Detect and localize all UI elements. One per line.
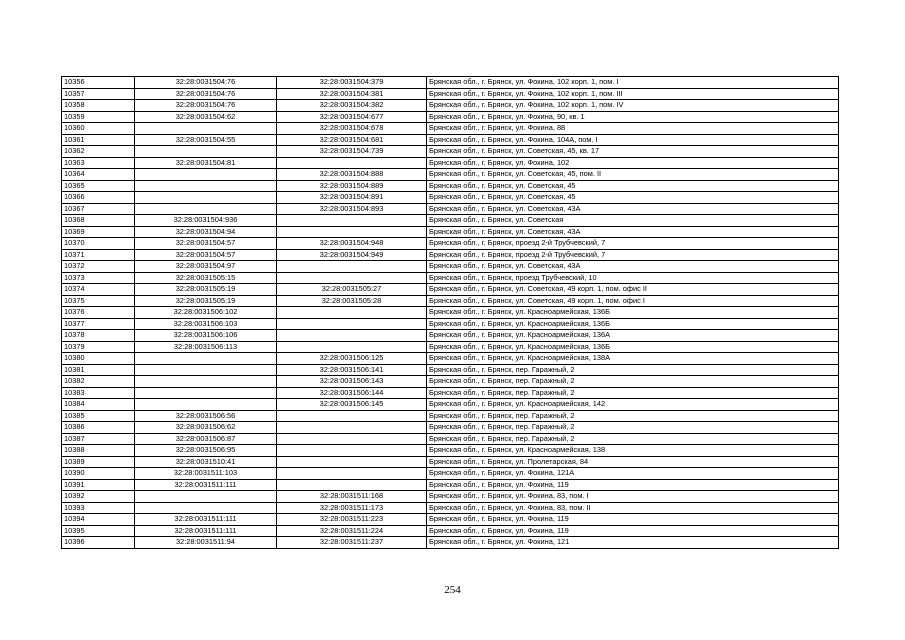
parcel-number-cell: 32:28:0031506:102: [135, 307, 277, 319]
address-cell: Брянская обл., г. Брянск, ул. Фокина, 83, пом. I: [427, 491, 839, 503]
row-number-cell: 10363: [62, 157, 135, 169]
row-number-cell: 10391: [62, 479, 135, 491]
parcel-number-cell: 32:28:0031506:106: [135, 330, 277, 342]
table-row: [62, 180, 839, 192]
object-number-cell: 32:28:0031504:948: [277, 238, 427, 250]
object-number-cell: [277, 341, 427, 353]
parcel-number-cell: 32:28:0031505:19: [135, 295, 277, 307]
table-row: [62, 537, 839, 549]
row-number-cell: 10357: [62, 88, 135, 100]
row-number-cell: 10384: [62, 399, 135, 411]
object-number-cell: 32:28:0031504:379: [277, 77, 427, 89]
object-number-cell: 32:28:0031506:125: [277, 353, 427, 365]
address-cell: Брянская обл., г. Брянск, пер. Гаражный, 2: [427, 433, 839, 445]
table-row: [62, 238, 839, 250]
address-cell: Брянская обл., г. Брянск, ул. Фокина, 102 корп. 1, пом. III: [427, 88, 839, 100]
table-row: [62, 192, 839, 204]
object-number-cell: 32:28:0031504:381: [277, 88, 427, 100]
table-row: [62, 456, 839, 468]
row-number-cell: 10396: [62, 537, 135, 549]
row-number-cell: 10367: [62, 203, 135, 215]
object-number-cell: 32:28:0031504:893: [277, 203, 427, 215]
parcel-number-cell: [135, 376, 277, 388]
table-row: [62, 445, 839, 457]
parcel-number-cell: 32:28:0031511:94: [135, 537, 277, 549]
object-number-cell: 32:28:0031506:145: [277, 399, 427, 411]
row-number-cell: 10375: [62, 295, 135, 307]
address-cell: Брянская обл., г. Брянск, ул. Советская, 43А: [427, 203, 839, 215]
row-number-cell: 10372: [62, 261, 135, 273]
object-number-cell: [277, 456, 427, 468]
row-number-cell: 10373: [62, 272, 135, 284]
parcel-number-cell: 32:28:0031504:936: [135, 215, 277, 227]
parcel-number-cell: 32:28:0031504:97: [135, 261, 277, 273]
address-cell: Брянская обл., г. Брянск, ул. Красноармейская, 136А: [427, 330, 839, 342]
row-number-cell: 10388: [62, 445, 135, 457]
parcel-number-cell: [135, 169, 277, 181]
parcel-number-cell: 32:28:0031506:103: [135, 318, 277, 330]
table-row: [62, 364, 839, 376]
table-row: [62, 376, 839, 388]
table-row: [62, 215, 839, 227]
parcel-number-cell: 32:28:0031506:95: [135, 445, 277, 457]
object-number-cell: 32:28:0031506:144: [277, 387, 427, 399]
object-number-cell: [277, 479, 427, 491]
row-number-cell: 10361: [62, 134, 135, 146]
row-number-cell: 10387: [62, 433, 135, 445]
object-number-cell: 32:28:0031504:677: [277, 111, 427, 123]
row-number-cell: 10376: [62, 307, 135, 319]
address-cell: Брянская обл., г. Брянск, проезд 2-й Трубчевский, 7: [427, 238, 839, 250]
object-number-cell: 32:28:0031506:141: [277, 364, 427, 376]
parcel-number-cell: 32:28:0031504:76: [135, 88, 277, 100]
object-number-cell: [277, 422, 427, 434]
parcel-number-cell: 32:28:0031510:41: [135, 456, 277, 468]
table-row: [62, 123, 839, 135]
row-number-cell: 10379: [62, 341, 135, 353]
parcel-number-cell: [135, 491, 277, 503]
parcel-number-cell: 32:28:0031504:76: [135, 77, 277, 89]
parcel-number-cell: 32:28:0031511:111: [135, 479, 277, 491]
object-number-cell: [277, 318, 427, 330]
row-number-cell: 10368: [62, 215, 135, 227]
table-row: [62, 514, 839, 526]
row-number-cell: 10365: [62, 180, 135, 192]
parcel-number-cell: 32:28:0031504:76: [135, 100, 277, 112]
object-number-cell: [277, 272, 427, 284]
table-row: [62, 226, 839, 238]
address-cell: Брянская обл., г. Брянск, ул. Красноармейская, 136Б: [427, 307, 839, 319]
row-number-cell: 10390: [62, 468, 135, 480]
row-number-cell: 10393: [62, 502, 135, 514]
address-cell: Брянская обл., г. Брянск, ул. Советская, 45: [427, 192, 839, 204]
object-number-cell: 32:28:0031511:223: [277, 514, 427, 526]
parcel-number-cell: 32:28:0031505:15: [135, 272, 277, 284]
table-row: [62, 422, 839, 434]
table-row: [62, 111, 839, 123]
address-cell: Брянская обл., г. Брянск, ул. Фокина, 90, кв. 1: [427, 111, 839, 123]
parcel-number-cell: [135, 180, 277, 192]
table-row: [62, 307, 839, 319]
object-number-cell: 32:28:0031504:678: [277, 123, 427, 135]
parcel-number-cell: 32:28:0031505:19: [135, 284, 277, 296]
object-number-cell: [277, 226, 427, 238]
object-number-cell: 32:28:0031504:739: [277, 146, 427, 158]
table-row: [62, 330, 839, 342]
address-cell: Брянская обл., г. Брянск, пер. Гаражный, 2: [427, 364, 839, 376]
address-cell: Брянская обл., г. Брянск, ул. Фокина, 119: [427, 479, 839, 491]
parcel-number-cell: 32:28:0031506:56: [135, 410, 277, 422]
row-number-cell: 10369: [62, 226, 135, 238]
table-row: [62, 399, 839, 411]
row-number-cell: 10392: [62, 491, 135, 503]
address-cell: Брянская обл., г. Брянск, ул. Советская, 45: [427, 180, 839, 192]
row-number-cell: 10359: [62, 111, 135, 123]
table-row: [62, 261, 839, 273]
row-number-cell: 10380: [62, 353, 135, 365]
address-cell: Брянская обл., г. Брянск, ул. Фокина, 102 корп. 1, пом. I: [427, 77, 839, 89]
object-number-cell: 32:28:0031506:143: [277, 376, 427, 388]
page-number: 254: [444, 584, 461, 596]
object-number-cell: 32:28:0031504:889: [277, 180, 427, 192]
table-row: [62, 410, 839, 422]
address-cell: Брянская обл., г. Брянск, ул. Советская, 45, пом. II: [427, 169, 839, 181]
address-cell: Брянская обл., г. Брянск, пер. Гаражный, 2: [427, 376, 839, 388]
object-number-cell: [277, 157, 427, 169]
address-cell: Брянская обл., г. Брянск, ул. Красноармейская, 142: [427, 399, 839, 411]
table-row: [62, 88, 839, 100]
parcel-number-cell: [135, 146, 277, 158]
table-row: [62, 341, 839, 353]
table-row: [62, 468, 839, 480]
address-cell: Брянская обл., г. Брянск, пер. Гаражный, 2: [427, 387, 839, 399]
table-row: [62, 157, 839, 169]
object-number-cell: 32:28:0031505:28: [277, 295, 427, 307]
object-number-cell: [277, 445, 427, 457]
row-number-cell: 10381: [62, 364, 135, 376]
table-row: [62, 525, 839, 537]
address-cell: Брянская обл., г. Брянск, ул. Фокина, 104А, пом. I: [427, 134, 839, 146]
object-number-cell: 32:28:0031504:949: [277, 249, 427, 261]
address-cell: Брянская обл., г. Брянск, ул. Советская, 45, кв. 17: [427, 146, 839, 158]
row-number-cell: 10370: [62, 238, 135, 250]
row-number-cell: 10360: [62, 123, 135, 135]
address-cell: Брянская обл., г. Брянск, ул. Фокина, 102: [427, 157, 839, 169]
address-cell: Брянская обл., г. Брянск, ул. Фокина, 88: [427, 123, 839, 135]
object-number-cell: 32:28:0031511:173: [277, 502, 427, 514]
parcel-number-cell: 32:28:0031506:62: [135, 422, 277, 434]
row-number-cell: 10385: [62, 410, 135, 422]
address-cell: Брянская обл., г. Брянск, ул. Красноармейская, 138: [427, 445, 839, 457]
object-number-cell: [277, 215, 427, 227]
object-number-cell: [277, 410, 427, 422]
address-cell: Брянская обл., г. Брянск, ул. Советская, 49 корп. 1, пом. офис I: [427, 295, 839, 307]
table-row: [62, 272, 839, 284]
parcel-number-cell: 32:28:0031504:94: [135, 226, 277, 238]
object-number-cell: [277, 468, 427, 480]
object-number-cell: [277, 307, 427, 319]
object-number-cell: [277, 261, 427, 273]
address-cell: Брянская обл., г. Брянск, проезд 2-й Трубчевский, 7: [427, 249, 839, 261]
table-row: [62, 479, 839, 491]
table-row: [62, 249, 839, 261]
address-cell: Брянская обл., г. Брянск, ул. Советская, 49 корп. 1, пом. офис II: [427, 284, 839, 296]
row-number-cell: 10371: [62, 249, 135, 261]
parcel-number-cell: [135, 192, 277, 204]
table-row: [62, 318, 839, 330]
table-row: [62, 491, 839, 503]
table-row: [62, 284, 839, 296]
parcel-number-cell: 32:28:0031504:57: [135, 238, 277, 250]
address-cell: Брянская обл., г. Брянск, ул. Советская, 43А: [427, 261, 839, 273]
table-row: [62, 100, 839, 112]
table-row: [62, 169, 839, 181]
property-table-body: [62, 77, 839, 549]
table-row: [62, 77, 839, 89]
row-number-cell: 10364: [62, 169, 135, 181]
object-number-cell: 32:28:0031511:224: [277, 525, 427, 537]
parcel-number-cell: [135, 387, 277, 399]
parcel-number-cell: [135, 203, 277, 215]
address-cell: Брянская обл., г. Брянск, пер. Гаражный, 2: [427, 422, 839, 434]
row-number-cell: 10386: [62, 422, 135, 434]
table-row: [62, 502, 839, 514]
address-cell: Брянская обл., г. Брянск, ул. Красноармейская, 138А: [427, 353, 839, 365]
object-number-cell: 32:28:0031511:168: [277, 491, 427, 503]
address-cell: Брянская обл., г. Брянск, пер. Гаражный, 2: [427, 410, 839, 422]
object-number-cell: 32:28:0031504:681: [277, 134, 427, 146]
address-cell: Брянская обл., г. Брянск, ул. Фокина, 102 корп. 1, пом. IV: [427, 100, 839, 112]
object-number-cell: 32:28:0031511:237: [277, 537, 427, 549]
parcel-number-cell: 32:28:0031504:55: [135, 134, 277, 146]
parcel-number-cell: 32:28:0031506:87: [135, 433, 277, 445]
property-table: [61, 76, 839, 549]
parcel-number-cell: 32:28:0031511:111: [135, 514, 277, 526]
parcel-number-cell: 32:28:0031504:81: [135, 157, 277, 169]
row-number-cell: 10356: [62, 77, 135, 89]
parcel-number-cell: 32:28:0031511:111: [135, 525, 277, 537]
address-cell: Брянская обл., г. Брянск, проезд Трубчевский, 10: [427, 272, 839, 284]
object-number-cell: 32:28:0031504:891: [277, 192, 427, 204]
address-cell: Брянская обл., г. Брянск, ул. Советская: [427, 215, 839, 227]
table-row: [62, 387, 839, 399]
parcel-number-cell: [135, 502, 277, 514]
row-number-cell: 10374: [62, 284, 135, 296]
row-number-cell: 10389: [62, 456, 135, 468]
row-number-cell: 10378: [62, 330, 135, 342]
parcel-number-cell: [135, 364, 277, 376]
address-cell: Брянская обл., г. Брянск, ул. Фокина, 83, пом. II: [427, 502, 839, 514]
address-cell: Брянская обл., г. Брянск, ул. Фокина, 119: [427, 514, 839, 526]
row-number-cell: 10394: [62, 514, 135, 526]
address-cell: Брянская обл., г. Брянск, ул. Фокина, 121: [427, 537, 839, 549]
row-number-cell: 10395: [62, 525, 135, 537]
object-number-cell: 32:28:0031504:382: [277, 100, 427, 112]
address-cell: Брянская обл., г. Брянск, ул. Фокина, 121А: [427, 468, 839, 480]
parcel-number-cell: 32:28:0031511:103: [135, 468, 277, 480]
row-number-cell: 10362: [62, 146, 135, 158]
object-number-cell: [277, 330, 427, 342]
address-cell: Брянская обл., г. Брянск, ул. Пролетарская, 84: [427, 456, 839, 468]
parcel-number-cell: [135, 123, 277, 135]
address-cell: Брянская обл., г. Брянск, ул. Советская, 43А: [427, 226, 839, 238]
address-cell: Брянская обл., г. Брянск, ул. Фокина, 119: [427, 525, 839, 537]
object-number-cell: 32:28:0031504:888: [277, 169, 427, 181]
parcel-number-cell: 32:28:0031504:62: [135, 111, 277, 123]
parcel-number-cell: 32:28:0031506:113: [135, 341, 277, 353]
address-cell: Брянская обл., г. Брянск, ул. Красноармейская, 136Б: [427, 341, 839, 353]
parcel-number-cell: [135, 399, 277, 411]
table-row: [62, 203, 839, 215]
table-row: [62, 146, 839, 158]
table-row: [62, 433, 839, 445]
parcel-number-cell: [135, 353, 277, 365]
object-number-cell: 32:28:0031505:27: [277, 284, 427, 296]
object-number-cell: [277, 433, 427, 445]
row-number-cell: 10377: [62, 318, 135, 330]
row-number-cell: 10358: [62, 100, 135, 112]
parcel-number-cell: 32:28:0031504:57: [135, 249, 277, 261]
table-row: [62, 295, 839, 307]
row-number-cell: 10382: [62, 376, 135, 388]
row-number-cell: 10366: [62, 192, 135, 204]
table-row: [62, 353, 839, 365]
row-number-cell: 10383: [62, 387, 135, 399]
table-row: [62, 134, 839, 146]
address-cell: Брянская обл., г. Брянск, ул. Красноармейская, 136Б: [427, 318, 839, 330]
